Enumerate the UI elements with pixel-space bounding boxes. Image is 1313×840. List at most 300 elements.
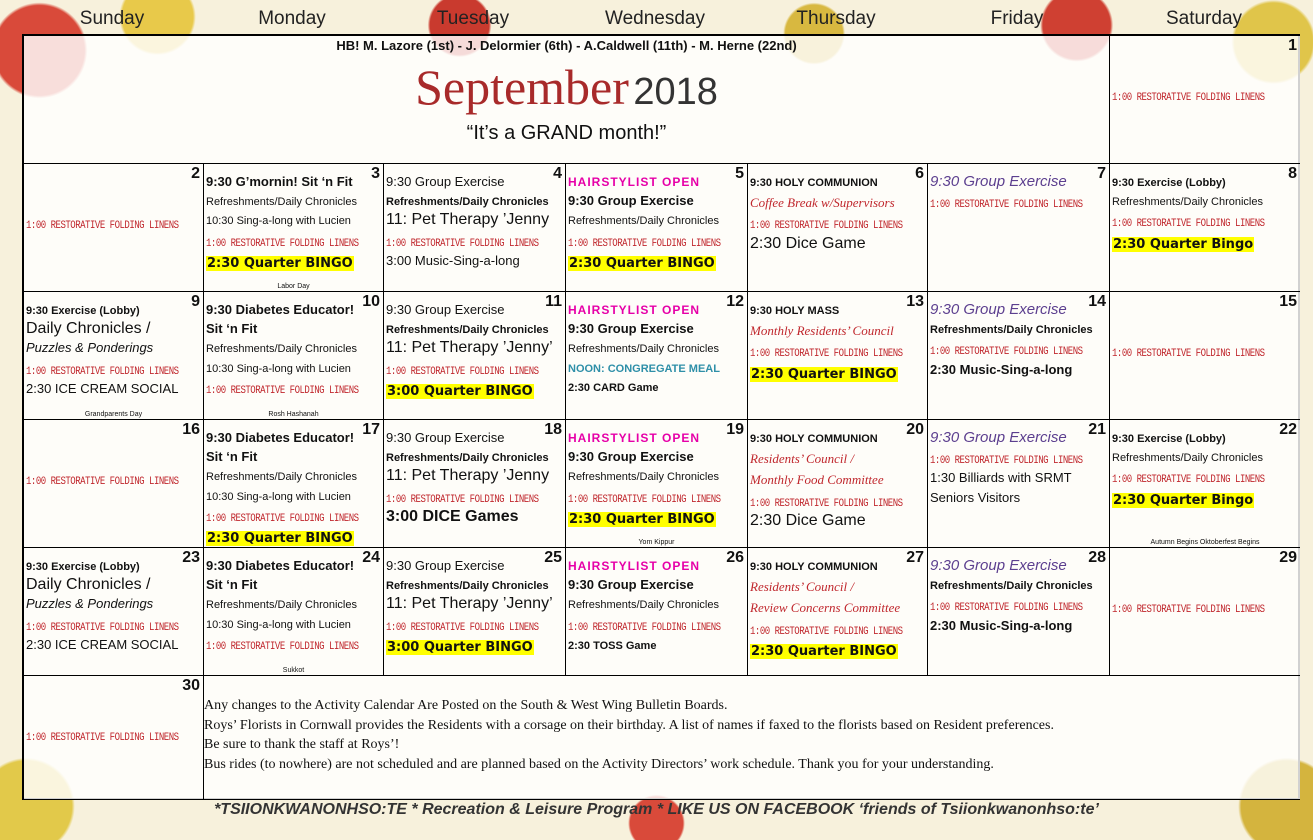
activity-line: [26, 556, 187, 575]
activity-text: 2:30 Quarter BINGO: [751, 366, 897, 382]
activity-text: 1:00 RESTORATIVE FOLDING LINENS: [930, 602, 1083, 615]
header-tuesday: Tuesday: [436, 8, 510, 29]
activity-text: Refreshments/Daily Chronicles: [206, 343, 357, 356]
activity-line: [1112, 86, 1284, 105]
activity-line: [206, 338, 367, 357]
activity-line: [206, 507, 367, 526]
activity-list: [1112, 596, 1284, 617]
activity-line: [568, 428, 731, 447]
activity-text: 1:00 RESTORATIVE FOLDING LINENS: [1112, 604, 1265, 616]
day-cell-25: [384, 548, 566, 676]
activity-text: Monthly Food Committee: [750, 472, 884, 488]
activity-line: [930, 319, 1093, 338]
day-cell-19: [566, 420, 748, 548]
activity-list: [206, 172, 367, 272]
activity-list: [750, 300, 911, 383]
activity-text: 9:30 Group Exercise: [930, 173, 1067, 190]
activity-text: Refreshments/Daily Chronicles: [1112, 452, 1263, 465]
activity-text: 1:00 RESTORATIVE FOLDING LINENS: [206, 384, 359, 397]
day-number: 28: [1088, 549, 1106, 566]
activity-list: [930, 556, 1093, 635]
activity-text: 2:30 Quarter BINGO: [569, 255, 715, 271]
activity-line: [568, 338, 731, 357]
activity-line: [750, 364, 911, 383]
activity-list: [568, 428, 731, 528]
day-cell-8: [1110, 164, 1300, 292]
activity-list: [26, 212, 187, 233]
activity-line: [750, 470, 911, 489]
activity-list: [206, 556, 367, 654]
day-cell-7: [928, 164, 1110, 292]
activity-text: 9:30 Group Exercise: [930, 557, 1067, 574]
activity-line: [930, 340, 1093, 359]
activity-text: Refreshments/Daily Chronicles: [206, 599, 357, 612]
activity-text: 2:30 Music-Sing-a-long: [930, 361, 1073, 377]
activity-text: 2:30 Dice Game: [750, 511, 866, 529]
day-number: 16: [182, 421, 200, 438]
activity-line: [26, 319, 187, 338]
activity-line: [930, 428, 1093, 447]
note-line: Roys’ Florists in Cornwall provides the Residents with a corsage on their birthday. A list of names if faxed to the florists based on Resident preferences.: [204, 717, 1054, 733]
activity-line: [386, 319, 549, 338]
activity-text: 1:00 RESTORATIVE FOLDING LINENS: [1112, 92, 1265, 104]
month-name: September: [415, 59, 629, 115]
activity-line: [1112, 490, 1284, 509]
activity-text: 1:00 RESTORATIVE FOLDING LINENS: [930, 199, 1083, 212]
activity-text: Refreshments/Daily Chronicles: [568, 215, 719, 228]
activity-text: 3:00 Quarter BINGO: [387, 383, 533, 399]
activity-text: 1:00 RESTORATIVE FOLDING LINENS: [26, 476, 179, 488]
activity-text: 9:30 Group Exercise: [386, 430, 505, 445]
activity-line: [26, 594, 187, 613]
note-line: Be sure to thank the staff at Roys’!: [204, 737, 400, 752]
day-cell-29: [1110, 548, 1300, 676]
activity-text: 3:00 DICE Games: [386, 507, 519, 525]
activity-list: [26, 468, 187, 489]
activity-list: [1112, 340, 1284, 361]
activity-list: [26, 724, 187, 745]
activity-line: [206, 253, 367, 272]
day-cell-17: [204, 420, 384, 548]
activity-line: [386, 428, 549, 447]
activity-line: [26, 360, 187, 379]
day-number: 6: [915, 165, 924, 182]
day-cell-30: [24, 676, 204, 800]
activity-text: Refreshments/Daily Chronicles: [930, 324, 1093, 337]
header-wednesday: Wednesday: [605, 8, 705, 29]
day-cell-15: [1110, 292, 1300, 420]
activity-line: [386, 594, 553, 613]
activity-line: [750, 449, 911, 468]
activity-text: 9:30 Group Exercise: [930, 429, 1067, 446]
activity-line: [206, 300, 367, 319]
holiday-note: Sukkot: [282, 667, 305, 674]
activity-text: 9:30 HOLY COMMUNION: [750, 433, 878, 445]
activity-line: [568, 635, 731, 654]
activity-text: 1:00 RESTORATIVE FOLDING LINENS: [386, 365, 539, 378]
activity-line: [1112, 598, 1284, 617]
activity-line: [206, 486, 367, 505]
birthday-line: HB! M. Lazore (1st) - J. Delormier (6th) - A.Caldwell (11th) - M. Herne (22nd): [336, 38, 797, 53]
activity-text: 9:30 Group Exercise: [386, 558, 505, 573]
activity-line: [568, 466, 731, 485]
activity-text: 2:30 Quarter BINGO: [751, 643, 897, 659]
activity-text: 10:30 Sing-a-long with Lucien: [206, 618, 351, 631]
day-number: 7: [1097, 165, 1106, 182]
day-number: 23: [182, 549, 200, 566]
holiday-note: Autumn Begins Oktoberfest Begins: [1150, 539, 1260, 546]
activity-line: [568, 319, 731, 338]
activity-line: [206, 614, 367, 633]
holiday-note: Rosh Hashanah: [268, 411, 319, 418]
day-number: 1: [1288, 37, 1297, 54]
activity-line: [26, 379, 187, 398]
day-cell-20: [748, 420, 928, 548]
activity-line: [568, 556, 731, 575]
activity-text: Residents’ Council /: [750, 451, 854, 467]
activity-text: 2:30 Quarter BINGO: [207, 255, 353, 271]
day-number: 10: [362, 293, 380, 310]
activity-line: [930, 468, 1093, 487]
activity-text: HAIRSTYLIST OPEN: [568, 303, 701, 317]
activity-line: [750, 214, 911, 233]
activity-text: 1:00 RESTORATIVE FOLDING LINENS: [1112, 348, 1265, 360]
activity-text: 11: Pet Therapy ’Jenny: [386, 211, 550, 229]
activity-text: 9:30 Diabetes Educator!: [206, 430, 355, 445]
header-thursday: Thursday: [796, 8, 876, 29]
day-cell-13: [748, 292, 928, 420]
activity-text: 1:00 RESTORATIVE FOLDING LINENS: [1112, 218, 1265, 231]
day-cell-6: [748, 164, 928, 292]
activity-text: 2:30 Music-Sing-a-long: [930, 617, 1073, 633]
activity-line: [386, 232, 549, 251]
day-cell-24: [204, 548, 384, 676]
day-number: 24: [362, 549, 380, 566]
day-cell-27: [748, 548, 928, 676]
day-number: 22: [1279, 421, 1297, 438]
activity-line: [1112, 428, 1284, 447]
activity-line: [1112, 172, 1284, 191]
activity-list: [386, 300, 553, 400]
activity-text: 9:30 Group Exercise: [568, 321, 694, 337]
day-number: 27: [906, 549, 924, 566]
activity-text: Monthly Residents’ Council: [750, 323, 894, 339]
activity-line: [568, 509, 731, 528]
activity-line: [568, 447, 731, 466]
activity-text: 1:00 RESTORATIVE FOLDING LINENS: [206, 512, 359, 525]
activity-line: [386, 616, 549, 635]
activity-line: [750, 492, 911, 511]
activity-text: 10:30 Sing-a-long with Lucien: [206, 362, 351, 375]
activity-line: [386, 488, 549, 507]
activity-text: 2:30 ICE CREAM SOCIAL: [26, 636, 179, 652]
activity-text: 9:30 Group Exercise: [930, 301, 1067, 318]
activity-line: [26, 616, 187, 635]
activity-text: Refreshments/Daily Chronicles: [930, 580, 1093, 593]
day-number: 20: [906, 421, 924, 438]
activity-text: Refreshments/Daily Chronicles: [386, 196, 549, 209]
activity-text: 11: Pet Therapy ’Jenny: [386, 467, 550, 485]
activity-text: 1:30 Billiards with SRMT: [930, 470, 1072, 486]
day-cell-28: [928, 548, 1110, 676]
day-number: 19: [726, 421, 744, 438]
day-cell-18: [384, 420, 566, 548]
activity-text: 1:00 RESTORATIVE FOLDING LINENS: [568, 621, 721, 634]
activity-line: [206, 594, 367, 613]
activity-text: 1:00 RESTORATIVE FOLDING LINENS: [568, 493, 721, 506]
activity-text: Daily Chronicles /: [26, 320, 151, 338]
activity-text: 1:00 RESTORATIVE FOLDING LINENS: [206, 640, 359, 653]
notes-list: [204, 696, 1054, 774]
activity-line: [930, 556, 1093, 575]
activity-text: Sit ‘n Fit: [206, 577, 258, 593]
activity-line: [1112, 447, 1284, 466]
activity-line: [206, 379, 367, 398]
activity-line: [568, 210, 731, 229]
activity-line: [930, 596, 1093, 615]
activity-text: 2:30 Quarter Bingo: [1113, 236, 1254, 252]
activity-line: [26, 575, 187, 594]
day-cell-26: [566, 548, 748, 676]
activity-line: [750, 234, 911, 253]
activity-line: [750, 342, 911, 361]
activity-text: 1:00 RESTORATIVE FOLDING LINENS: [386, 237, 539, 250]
day-number: 8: [1288, 165, 1297, 182]
activity-text: Sit ‘n Fit: [206, 449, 258, 465]
day-number: 30: [182, 677, 200, 694]
activity-line: [750, 577, 911, 596]
day-number: 9: [191, 293, 200, 310]
activity-line: [386, 360, 549, 379]
activity-text: 2:30 Quarter Bingo: [1113, 492, 1254, 508]
activity-text: Daily Chronicles /: [26, 576, 151, 594]
activity-line: [386, 575, 549, 594]
day-number: 25: [544, 549, 562, 566]
activity-line: [930, 300, 1093, 319]
activity-text: 1:00 RESTORATIVE FOLDING LINENS: [386, 493, 539, 506]
calendar-grid: [22, 34, 1300, 800]
activity-line: [930, 616, 1093, 635]
holiday-note: Grandparents Day: [84, 411, 143, 418]
activity-text: Seniors Visitors: [930, 489, 1021, 505]
activity-text: 9:30 Exercise (Lobby): [26, 305, 140, 317]
activity-line: [750, 641, 911, 660]
activity-line: [206, 232, 367, 251]
title-cell: [24, 36, 1110, 164]
activity-text: 1:00 RESTORATIVE FOLDING LINENS: [206, 237, 359, 250]
day-number: 29: [1279, 549, 1297, 566]
day-number: 12: [726, 293, 744, 310]
activity-text: Refreshments/Daily Chronicles: [568, 599, 719, 612]
activity-line: [930, 449, 1093, 468]
activity-line: [568, 616, 731, 635]
activity-text: 2:30 Dice Game: [750, 234, 866, 252]
activity-text: Refreshments/Daily Chronicles: [386, 324, 549, 337]
activity-line: [1112, 212, 1284, 231]
day-cell-1: [1110, 36, 1300, 164]
activity-line: [206, 635, 367, 654]
activity-line: [750, 321, 911, 340]
activity-text: Refreshments/Daily Chronicles: [568, 343, 719, 356]
activity-text: 1:00 RESTORATIVE FOLDING LINENS: [386, 621, 539, 634]
year: 2018: [633, 71, 718, 113]
activity-line: [568, 488, 731, 507]
activity-list: [750, 428, 911, 530]
activity-line: [206, 428, 367, 447]
day-number: 3: [371, 165, 380, 182]
day-number: 13: [906, 293, 924, 310]
activity-text: 3:00 Music-Sing-a-long: [386, 252, 520, 268]
activity-text: 9:30 Exercise (Lobby): [26, 561, 140, 573]
activity-line: [750, 193, 911, 212]
activity-text: 3:00 Quarter BINGO: [387, 639, 533, 655]
activity-text: 10:30 Sing-a-long with Lucien: [206, 215, 351, 228]
activity-list: [930, 300, 1093, 379]
activity-text: 1:00 RESTORATIVE FOLDING LINENS: [930, 346, 1083, 359]
activity-line: [930, 193, 1093, 212]
day-number: 15: [1279, 293, 1297, 310]
activity-line: [206, 575, 367, 594]
activity-list: [750, 556, 911, 660]
day-number: 21: [1088, 421, 1106, 438]
day-cell-14: [928, 292, 1110, 420]
activity-text: 1:00 RESTORATIVE FOLDING LINENS: [750, 625, 903, 638]
day-cell-5: [566, 164, 748, 292]
activity-text: Sit ‘n Fit: [206, 321, 258, 337]
activity-text: 9:30 Exercise (Lobby): [1112, 177, 1226, 189]
activity-line: [568, 300, 731, 319]
activity-text: 11: Pet Therapy ’Jenny’: [386, 595, 553, 613]
activity-line: [568, 172, 731, 191]
day-cell-9: [24, 292, 204, 420]
activity-text: 1:00 RESTORATIVE FOLDING LINENS: [26, 732, 179, 744]
activity-list: [1112, 428, 1284, 509]
activity-line: [386, 556, 549, 575]
header-friday: Friday: [990, 8, 1044, 29]
day-number: 4: [553, 165, 562, 182]
activity-text: 2:30 Quarter BINGO: [569, 511, 715, 527]
activity-line: [568, 358, 731, 377]
activity-text: Refreshments/Daily Chronicles: [206, 196, 357, 209]
activity-line: [750, 556, 911, 575]
activity-text: Residents’ Council /: [750, 579, 854, 595]
activity-text: 1:00 RESTORATIVE FOLDING LINENS: [568, 237, 721, 250]
activity-line: [206, 528, 367, 547]
activity-text: 11: Pet Therapy ’Jenny’: [386, 339, 553, 357]
activity-list: [206, 300, 367, 398]
activity-text: HAIRSTYLIST OPEN: [568, 559, 701, 573]
activity-text: 9:30 HOLY MASS: [750, 305, 840, 317]
activity-line: [1112, 468, 1284, 487]
activity-text: 1:00 RESTORATIVE FOLDING LINENS: [1112, 474, 1265, 487]
activity-line: [26, 635, 187, 654]
activity-line: [386, 172, 549, 191]
activity-line: [568, 232, 731, 251]
activity-line: [206, 556, 367, 575]
activity-line: [750, 598, 911, 617]
header-sunday: Sunday: [79, 8, 145, 29]
activity-line: [386, 338, 553, 357]
activity-text: 9:30 G’mornin! Sit ‘n Fit: [206, 174, 353, 189]
activity-line: [568, 253, 731, 272]
activity-text: Refreshments/Daily Chronicles: [386, 452, 549, 465]
activity-text: 9:30 Diabetes Educator!: [206, 302, 355, 317]
holiday-note: Labor Day: [277, 283, 310, 290]
activity-text: 9:30 Group Exercise: [386, 174, 505, 189]
day-cell-3: [204, 164, 384, 292]
activity-text: 2:30 Quarter BINGO: [207, 530, 353, 546]
day-cell-10: [204, 292, 384, 420]
day-number: 11: [545, 293, 562, 310]
activity-line: [568, 594, 731, 613]
activity-text: NOON: CONGREGATE MEAL: [568, 362, 720, 375]
activity-text: 2:30 TOSS Game: [568, 639, 657, 652]
activity-line: [386, 191, 549, 210]
activity-text: 9:30 Group Exercise: [386, 302, 505, 317]
activity-line: [1112, 342, 1284, 361]
activity-text: 9:30 HOLY COMMUNION: [750, 561, 878, 573]
activity-list: [568, 172, 731, 272]
activity-list: [26, 300, 187, 398]
activity-list: [568, 300, 731, 396]
activity-line: [206, 358, 367, 377]
day-cell-11: [384, 292, 566, 420]
activity-line: [206, 319, 367, 338]
note-line: Any changes to the Activity Calendar Are Posted on the South & West Wing Bulletin Boards.: [204, 698, 728, 713]
activity-list: [206, 428, 367, 547]
activity-line: [386, 210, 549, 229]
activity-line: [930, 488, 1093, 507]
activity-text: 1:00 RESTORATIVE FOLDING LINENS: [750, 348, 903, 361]
activity-line: [206, 210, 367, 229]
activity-line: [568, 575, 731, 594]
activity-line: [1112, 191, 1284, 210]
activity-list: [930, 428, 1093, 507]
day-cell-12: [566, 292, 748, 420]
activity-line: [750, 172, 911, 191]
activity-list: [386, 556, 553, 656]
activity-text: Refreshments/Daily Chronicles: [568, 471, 719, 484]
activity-text: Refreshments/Daily Chronicles: [386, 580, 549, 593]
activity-line: [750, 300, 911, 319]
activity-text: 9:30 HOLY COMMUNION: [750, 177, 878, 189]
activity-text: Refreshments/Daily Chronicles: [1112, 196, 1263, 209]
activity-list: [386, 172, 549, 270]
activity-text: 9:30 Group Exercise: [568, 449, 694, 465]
activity-text: 9:30 Group Exercise: [568, 577, 694, 593]
header-saturday: Saturday: [1165, 8, 1243, 29]
activity-line: [206, 172, 367, 191]
day-number: 17: [362, 421, 380, 438]
activity-line: [206, 447, 367, 466]
day-number: 5: [735, 165, 744, 182]
activity-line: [26, 300, 187, 319]
activity-list: [386, 428, 549, 526]
note-line: Bus rides (to nowhere) are not scheduled and are planned based on the Activity Directors’ work schedule. Thank you for your understanding.: [204, 756, 994, 772]
activity-line: [386, 637, 549, 656]
activity-list: [930, 172, 1093, 212]
activity-line: [26, 470, 187, 489]
day-number: 14: [1088, 293, 1106, 310]
activity-line: [930, 575, 1093, 594]
calendar-title: [24, 58, 1109, 116]
tagline: “It’s a GRAND month!”: [466, 122, 667, 144]
activity-line: [568, 377, 731, 396]
activity-text: HAIRSTYLIST OPEN: [568, 175, 701, 189]
activity-text: 9:30 Group Exercise: [568, 193, 694, 209]
activity-text: 1:00 RESTORATIVE FOLDING LINENS: [26, 621, 179, 634]
day-cell-2: [24, 164, 204, 292]
